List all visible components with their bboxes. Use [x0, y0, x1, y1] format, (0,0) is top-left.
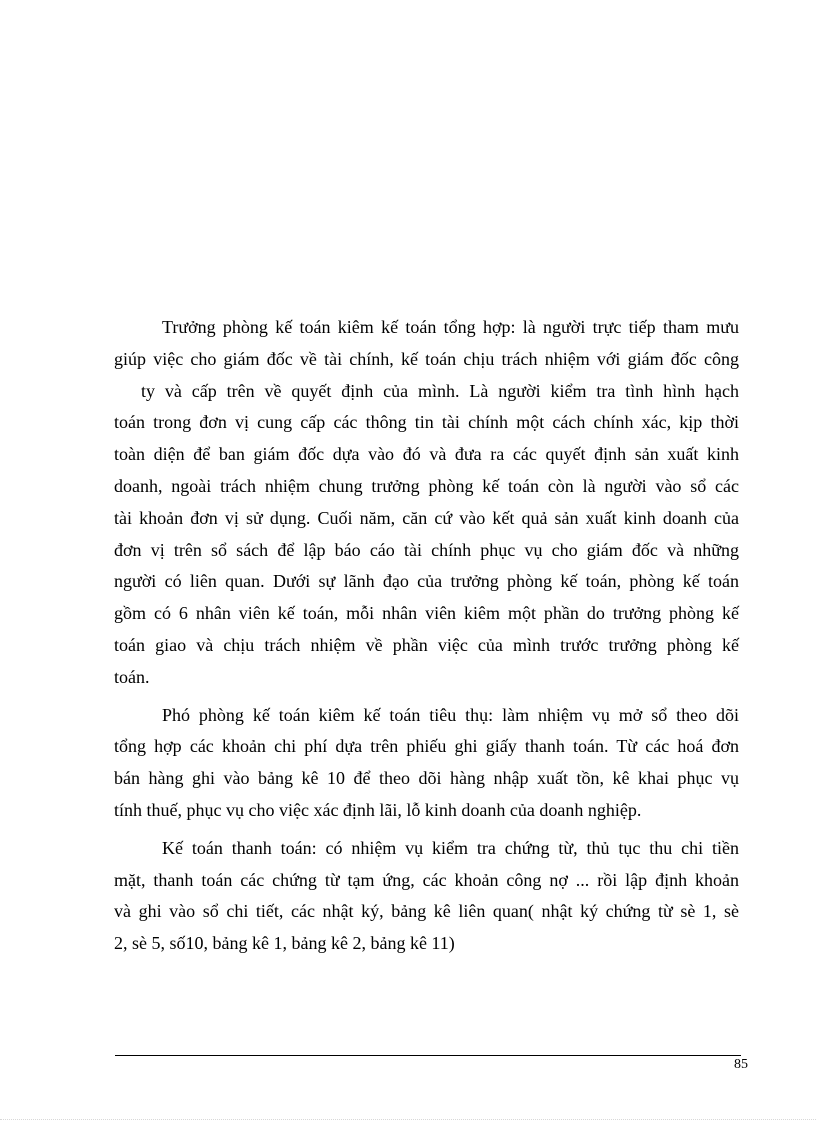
page-bottom-edge: [0, 1119, 816, 1120]
body-text: [114, 312, 739, 960]
paragraph-2-line-3: bán hàng ghi vào bảng kê 10 để theo dõi hàng nhập xuất tồn, kê khai phục vụ: [114, 768, 739, 789]
paragraph-2-line-2: tổng hợp các khoản chi phí dựa trên phiếu ghi giấy thanh toán. Từ các hoá đơn: [114, 736, 739, 757]
paragraph-1-line-10: gồm có 6 nhân viên kế toán, mỗi nhân viên kiêm một phần do trưởng phòng kế: [114, 603, 739, 624]
paragraph-1-line-8: đơn vị trên sổ sách để lập báo cáo tài chính phục vụ cho giám đốc và những: [114, 539, 739, 560]
paragraph-1-line-4: toán trong đơn vị cung cấp các thông tin tài chính một cách chính xác, kịp thời: [114, 412, 739, 433]
paragraph-1-line-3: ty và cấp trên về quyết định của mình. Là người kiểm tra tình hình hạch: [141, 380, 739, 401]
paragraph-1-line-2: giúp việc cho giám đốc về tài chính, kế toán chịu trách nhiệm với giám đốc công: [114, 348, 739, 369]
paragraph-1-line-1: Trưởng phòng kế toán kiêm kế toán tổng hợp: là người trực tiếp tham mưu: [162, 317, 739, 337]
paragraph-3-line-1: Kế toán thanh toán: có nhiệm vụ kiểm tra chứng từ, thủ tục thu chi tiền: [162, 837, 739, 858]
page-number: 85: [734, 1057, 748, 1072]
paragraph-3-line-4: 2, sè 5, số10, bảng kê 1, bảng kê 2, bảng kê 11): [114, 933, 455, 954]
paragraph-1-line-11: toán giao và chịu trách nhiệm về phần việc của mình trước trưởng phòng kế: [114, 634, 739, 655]
footer-divider: [115, 1055, 741, 1056]
paragraph-1-line-9: người có liên quan. Dưới sự lãnh đạo của trưởng phòng kế toán, phòng kế toán: [114, 571, 739, 592]
paragraph-2-line-4: tính thuế, phục vụ cho việc xác định lãi, lỗ kinh doanh của doanh nghiệp.: [114, 799, 642, 820]
paragraph-1-line-12: toán.: [114, 666, 150, 687]
paragraph-1-line-6: doanh, ngoài trách nhiệm chung trưởng phòng kế toán còn là người vào sổ các: [114, 475, 739, 496]
paragraph-1-line-7: tài khoản đơn vị sử dụng. Cuối năm, căn cứ vào kết quả sản xuất kinh doanh của: [114, 507, 739, 528]
paragraph-1-line-5: toàn diện để ban giám đốc dựa vào đó và đưa ra các quyết định sản xuất kinh: [114, 444, 739, 465]
paragraph-3-line-3: và ghi vào sổ chi tiết, các nhật ký, bảng kê liên quan( nhật ký chứng từ sè 1, sè: [114, 901, 739, 922]
paragraph-2-line-1: Phó phòng kế toán kiêm kế toán tiêu thụ: làm nhiệm vụ mở sổ theo dõi: [162, 704, 739, 725]
paragraph-3-line-2: mặt, thanh toán các chứng từ tạm ứng, các khoản công nợ ... rồi lập định khoản: [114, 869, 739, 890]
